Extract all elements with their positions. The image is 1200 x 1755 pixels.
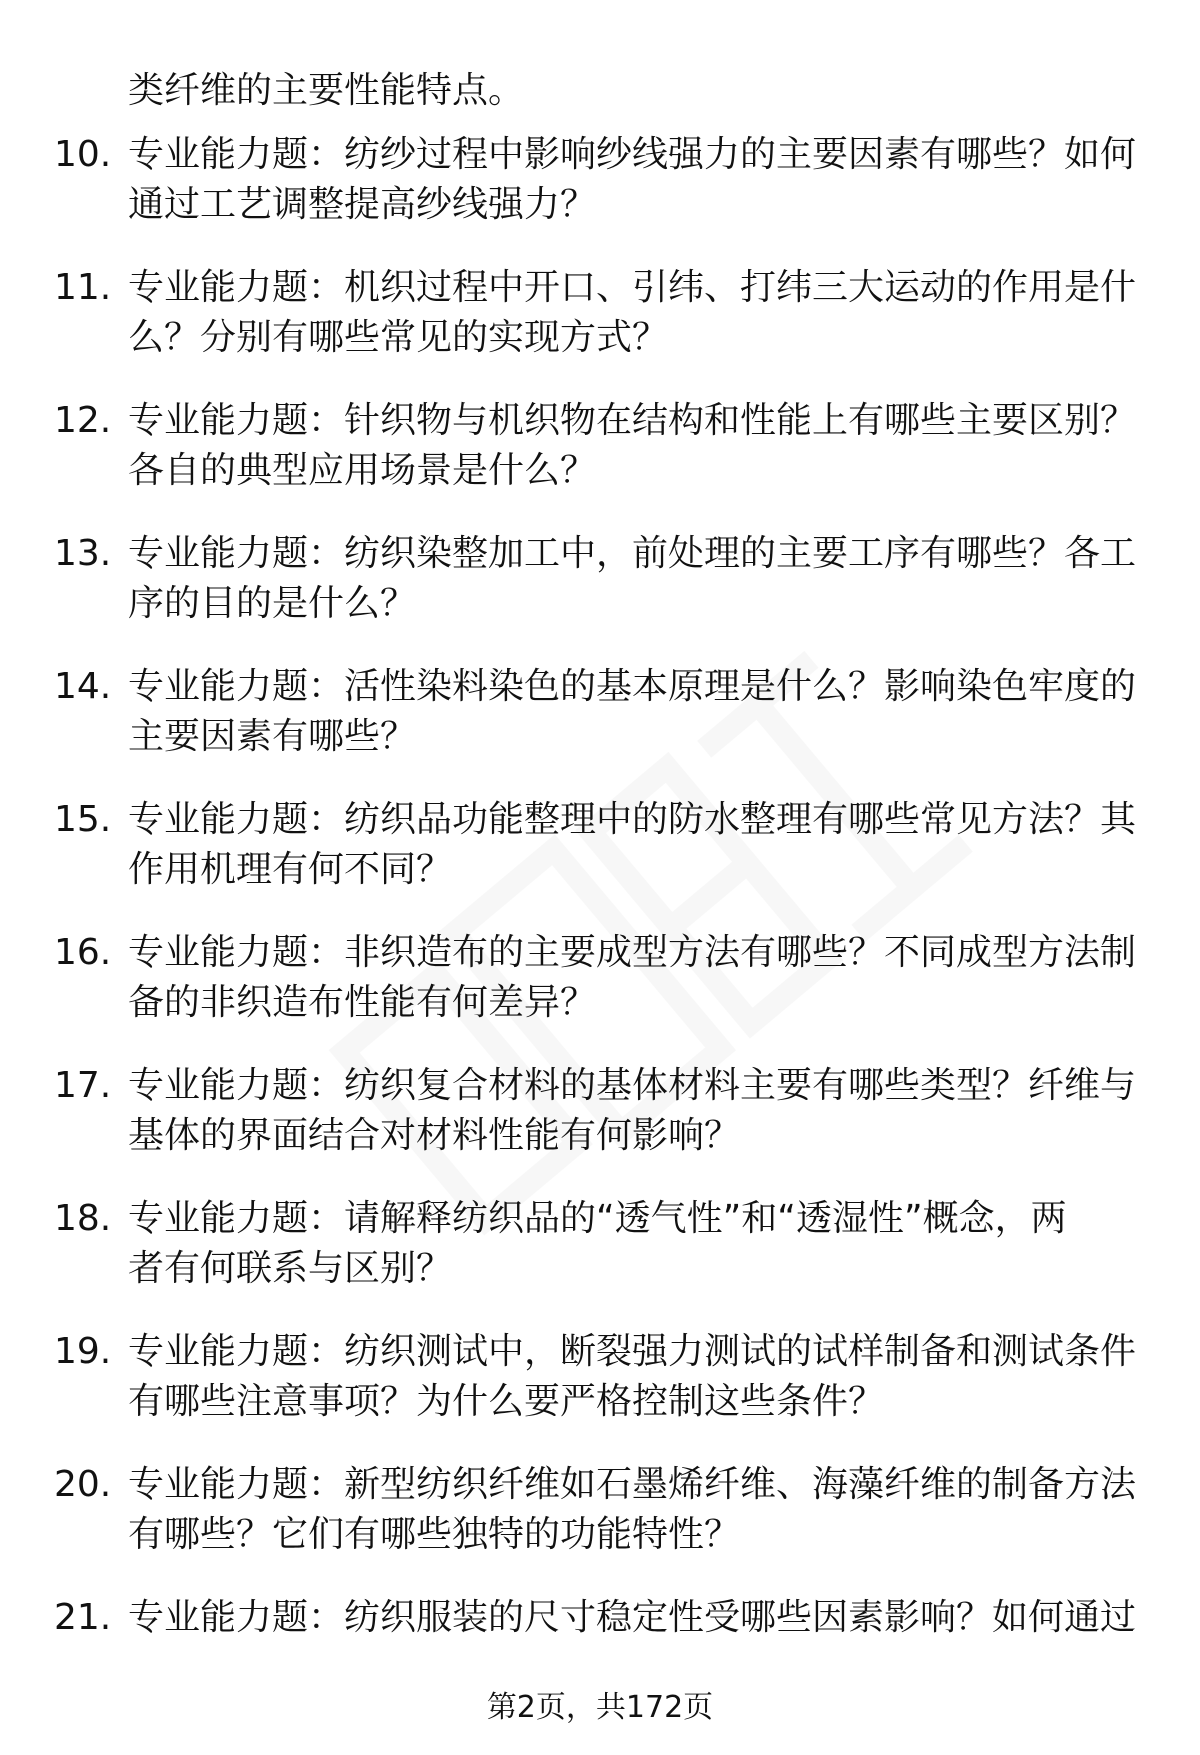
question-text xyxy=(128,928,1138,1028)
question-line: 有哪些？它们有哪些独特的功能特性？ xyxy=(128,1514,741,1555)
question-line: 通过工艺调整提高纱线强力？ xyxy=(128,184,597,225)
question-item xyxy=(0,130,1200,263)
question-item xyxy=(0,529,1200,662)
question-item xyxy=(0,396,1200,529)
question-line: 作用机理有何不同？ xyxy=(128,849,453,890)
page-footer: 第2页，共172页 xyxy=(486,1690,714,1725)
question-item xyxy=(0,1327,1200,1460)
question-line: 各自的典型应用场景是什么？ xyxy=(128,450,597,491)
question-number: 12. xyxy=(54,400,112,441)
question-item xyxy=(0,795,1200,928)
question-line: 专业能力题：请解释纺织品的“透气性”和“透湿性”概念，两 xyxy=(128,1198,1067,1239)
question-text xyxy=(128,662,1138,762)
question-text xyxy=(128,1460,1138,1560)
question-number: 10. xyxy=(54,134,112,175)
continuation-text: 类纤维的主要性能特点。 xyxy=(128,70,525,111)
question-item xyxy=(0,662,1200,795)
question-line: 有哪些注意事项？为什么要严格控制这些条件？ xyxy=(128,1381,885,1422)
question-line: 专业能力题：纺纱过程中影响纱线强力的主要因素有哪些？如何 xyxy=(128,134,1137,175)
question-text xyxy=(128,263,1138,363)
question-item xyxy=(0,928,1200,1061)
question-line: 专业能力题：纺织服装的尺寸稳定性受哪些因素影响？如何通过 xyxy=(128,1597,1137,1638)
question-line: 专业能力题：纺织复合材料的基体材料主要有哪些类型？纤维与 xyxy=(128,1065,1137,1106)
question-number: 17. xyxy=(54,1065,112,1106)
question-item xyxy=(0,1460,1200,1593)
question-line: 序的目的是什么？ xyxy=(128,583,417,624)
question-list xyxy=(0,130,1200,1726)
question-number: 18. xyxy=(54,1198,112,1239)
question-text xyxy=(128,130,1138,230)
question-text xyxy=(128,396,1138,496)
question-number: 14. xyxy=(54,666,112,707)
question-number: 13. xyxy=(54,533,112,574)
question-line: 专业能力题：纺织品功能整理中的防水整理有哪些常见方法？其 xyxy=(128,799,1137,840)
question-line: 专业能力题：活性染料染色的基本原理是什么？影响染色牢度的 xyxy=(128,666,1137,707)
question-text xyxy=(128,1194,1138,1294)
question-number: 21. xyxy=(54,1597,112,1638)
question-line: 者有何联系与区别？ xyxy=(128,1248,453,1289)
question-text xyxy=(128,1327,1138,1427)
question-number: 11. xyxy=(54,267,112,308)
question-line: 专业能力题：新型纺织纤维如石墨烯纤维、海藻纤维的制备方法 xyxy=(128,1464,1137,1505)
question-number: 19. xyxy=(54,1331,112,1372)
question-item xyxy=(0,1194,1200,1327)
question-line: 专业能力题：纺织测试中，断裂强力测试的试样制备和测试条件 xyxy=(128,1331,1137,1372)
question-line: 备的非织造布性能有何差异？ xyxy=(128,982,597,1023)
question-line: 专业能力题：纺织染整加工中，前处理的主要工序有哪些？各工 xyxy=(128,533,1137,574)
question-line: 专业能力题：针织物与机织物在结构和性能上有哪些主要区别？ xyxy=(128,400,1137,441)
question-item xyxy=(0,1061,1200,1194)
question-text xyxy=(128,1593,1138,1643)
question-number: 16. xyxy=(54,932,112,973)
question-line: 专业能力题：机织过程中开口、引纬、打纬三大运动的作用是什 xyxy=(128,267,1137,308)
question-item xyxy=(0,263,1200,396)
question-line: 基体的界面结合对材料性能有何影响？ xyxy=(128,1115,741,1156)
question-number: 20. xyxy=(54,1464,112,1505)
question-line: 主要因素有哪些？ xyxy=(128,716,417,757)
question-line: 么？分别有哪些常见的实现方式？ xyxy=(128,317,669,358)
question-text xyxy=(128,529,1138,629)
question-line: 专业能力题：非织造布的主要成型方法有哪些？不同成型方法制 xyxy=(128,932,1137,973)
question-text xyxy=(128,795,1138,895)
question-text xyxy=(128,1061,1138,1161)
question-number: 15. xyxy=(54,799,112,840)
